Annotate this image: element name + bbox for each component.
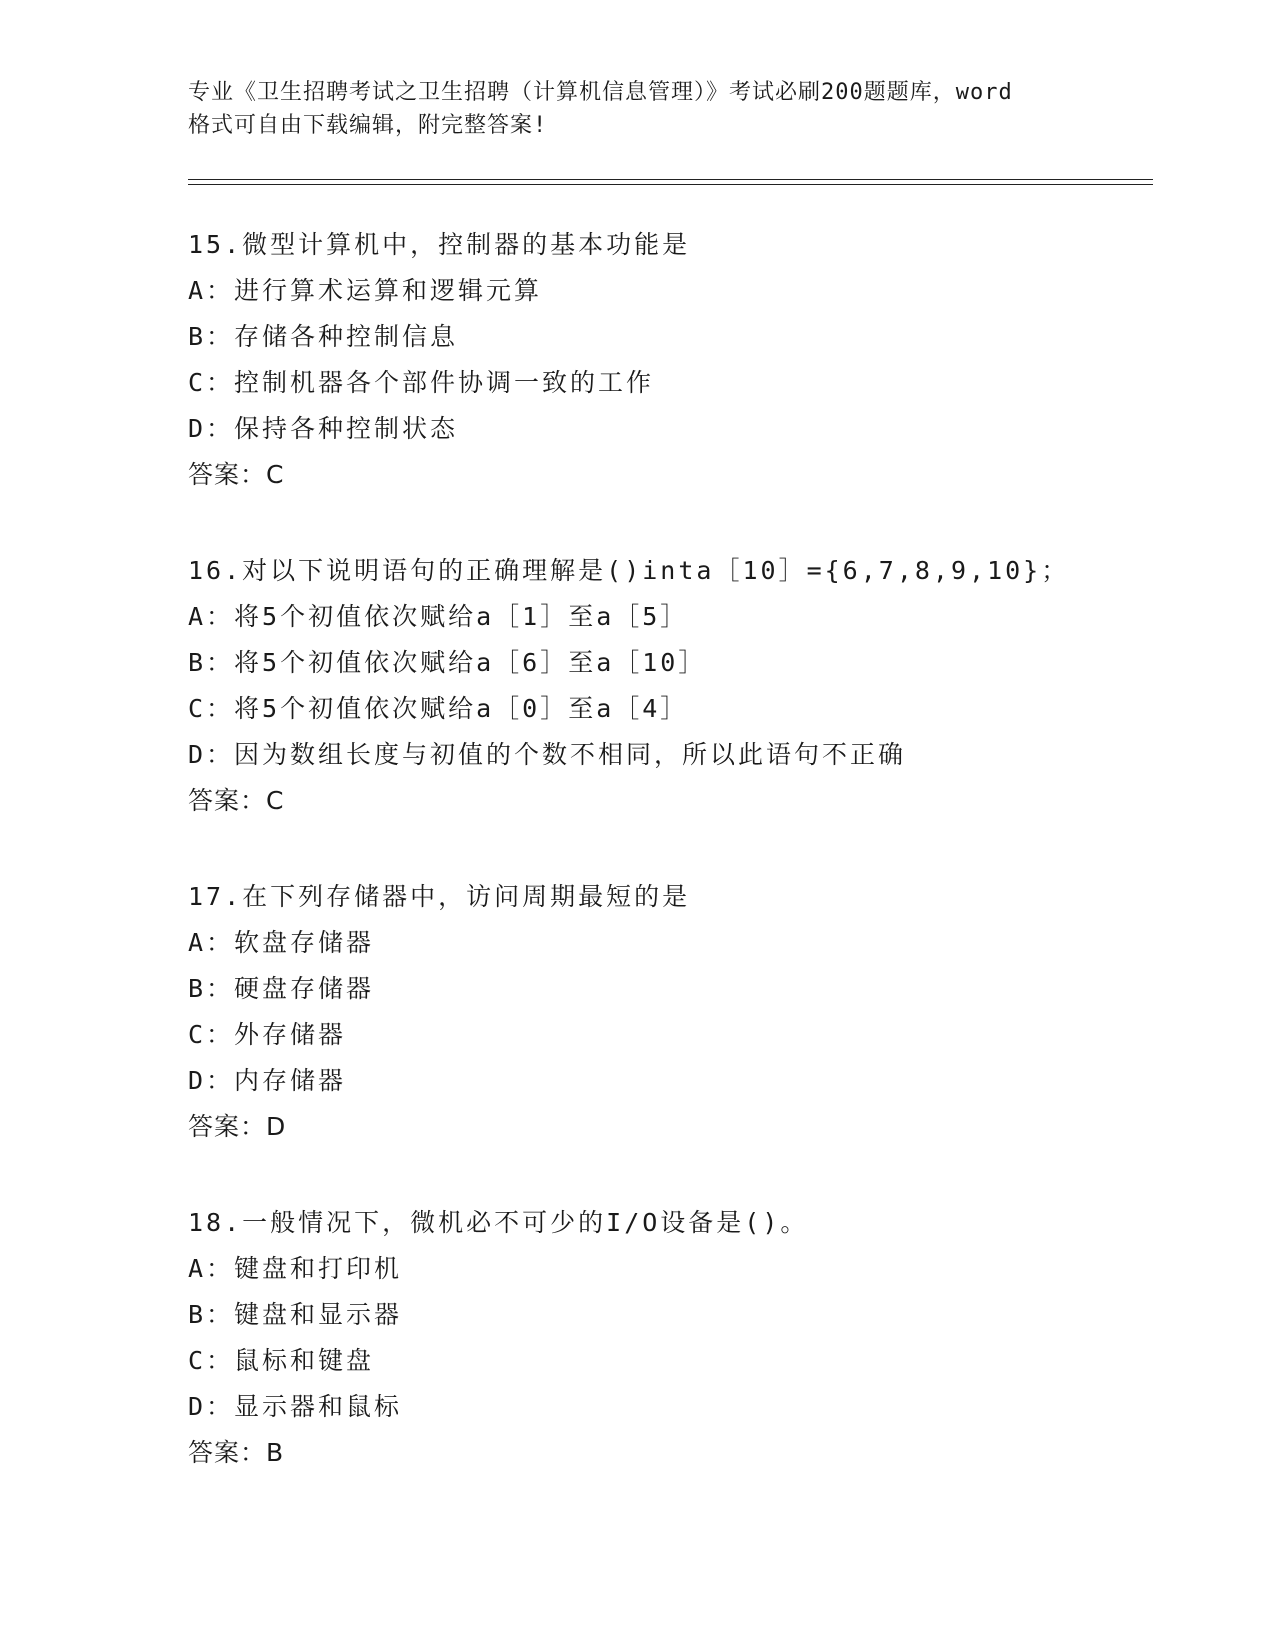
question-18	[188, 1200, 1148, 1476]
option-b: B：存储各种控制信息	[188, 322, 459, 351]
answer-label: 答案：C	[188, 460, 285, 489]
question-17	[188, 874, 1148, 1150]
option-c: C：外存储器	[188, 1020, 347, 1049]
option-a: A：软盘存储器	[188, 928, 375, 957]
header-line-2: 格式可自由下载编辑，附完整答案!	[188, 113, 548, 138]
option-a: A：将5个初值依次赋给a［1］至a［5］	[188, 602, 689, 631]
option-a: A：键盘和打印机	[188, 1254, 403, 1283]
option-d: D：因为数组长度与初值的个数不相同，所以此语句不正确	[188, 740, 907, 769]
option-b: B：将5个初值依次赋给a［6］至a［10］	[188, 648, 707, 677]
option-b: B：硬盘存储器	[188, 974, 375, 1003]
option-d: D：保持各种控制状态	[188, 414, 459, 443]
header-divider-top	[188, 179, 1153, 180]
question-stem: 15.微型计算机中，控制器的基本功能是	[188, 230, 691, 259]
header-divider-bottom	[188, 184, 1153, 185]
question-stem: 16.对以下说明语句的正确理解是()inta［10］={6,7,8,9,10}；	[188, 556, 1070, 585]
option-c: C：控制机器各个部件协调一致的工作	[188, 368, 655, 397]
header-line-1: 专业《卫生招聘考试之卫生招聘（计算机信息管理）》考试必刷200题题库，word	[188, 80, 1013, 105]
question-16	[188, 548, 1148, 824]
option-a: A：进行算术运算和逻辑元算	[188, 276, 543, 305]
option-d: D：显示器和鼠标	[188, 1392, 403, 1421]
answer-label: 答案：D	[188, 1112, 287, 1141]
document-header	[188, 76, 1088, 142]
option-c: C：鼠标和键盘	[188, 1346, 375, 1375]
question-15	[188, 222, 1148, 498]
option-b: B：键盘和显示器	[188, 1300, 403, 1329]
answer-label: 答案：C	[188, 786, 285, 815]
question-stem: 17.在下列存储器中，访问周期最短的是	[188, 882, 691, 911]
answer-label: 答案：B	[188, 1438, 285, 1467]
option-c: C：将5个初值依次赋给a［0］至a［4］	[188, 694, 689, 723]
question-stem: 18.一般情况下，微机必不可少的I/O设备是()。	[188, 1208, 809, 1237]
option-d: D：内存储器	[188, 1066, 347, 1095]
